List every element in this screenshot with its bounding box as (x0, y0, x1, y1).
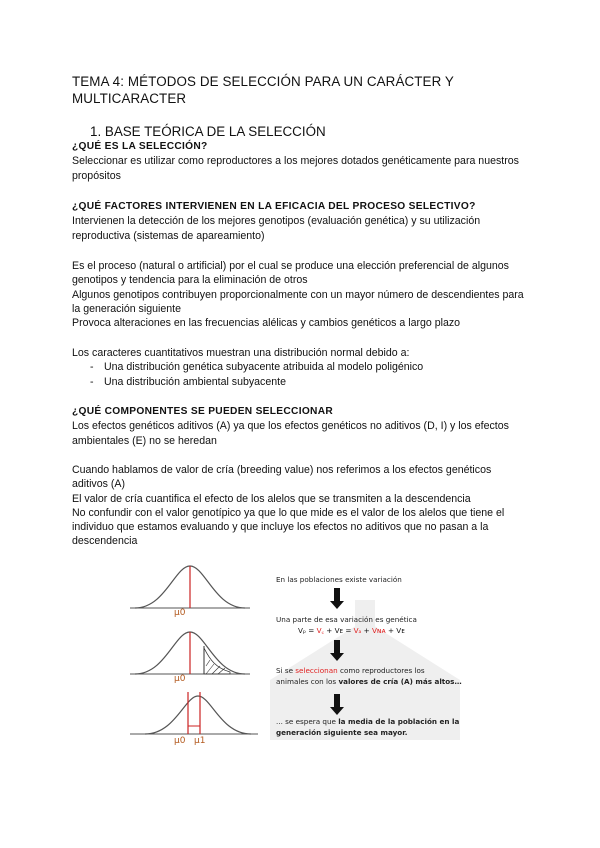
mu0-label: μ0 (174, 674, 186, 684)
section-process (72, 259, 528, 330)
question-heading: ¿QUÉ COMPONENTES SE PUEDEN SELECCIONAR (72, 406, 334, 417)
mu0-label: μ0 (174, 608, 186, 618)
document-title: TEMA 4: MÉTODOS DE SELECCIÓN PARA UN CARÁCTER Y MULTICARACTER (72, 74, 454, 106)
figure-step-3: Si se seleccionan como reproductores los (276, 666, 425, 675)
distribution-curve-3 (145, 696, 251, 734)
paragraph: El valor de cría cuantifica el efecto de los alelos que se transmiten a la descendencia (72, 492, 471, 505)
section-factors (72, 200, 528, 243)
variance-formula: Vₚ = V꜀ + Vᴇ = Vₐ + Vɴᴀ + Vᴇ (298, 626, 405, 635)
figure-step-4: ... se espera que la media de la población en la (276, 717, 460, 726)
section-breeding-value (72, 463, 528, 549)
figure-step-2: Una parte de esa variación es genética (276, 615, 417, 624)
list-item: - Una distribución genética subyacente atribuida al modelo poligénico (72, 360, 528, 374)
section-what-is-selection (72, 140, 528, 183)
normal-curves-diagram (130, 560, 270, 752)
down-arrow-icon (334, 640, 340, 654)
paragraph: Provoca alteraciones en las frecuencias alélicas y cambios genéticos a largo plazo (72, 317, 461, 330)
question-heading: ¿QUÉ FACTORES INTERVIENEN EN LA EFICACIA DEL PROCESO SELECTIVO? (72, 201, 476, 212)
paragraph: Seleccionar es utilizar como reproductores a los mejores dotados genéticamente para nuestros propósitos (72, 155, 519, 182)
list-item: - Una distribución ambiental subyacente (72, 375, 528, 389)
paragraph: Es el proceso (natural o artificial) por el cual se produce una elección preferencial de algunos genotipos y tendencia para la eliminación de otros (72, 260, 509, 287)
figure-step-3-line-2: animales con los valores de cría (A) más altos… (276, 677, 462, 686)
question-heading: ¿QUÉ ES LA SELECCIÓN? (72, 141, 208, 152)
paragraph: Los efectos genéticos aditivos (A) ya que los efectos genéticos no aditivos (D, I) y los efectos ambientales (E) no se heredan (72, 420, 509, 447)
mu1-label: μ1 (194, 736, 206, 746)
mu0-label: μ0 (174, 736, 186, 746)
paragraph: Los caracteres cuantitativos muestran una distribución normal debido a: (72, 347, 410, 359)
figure-step-4-line-2: generación siguiente sea mayor. (276, 728, 408, 737)
section-normal-distribution (72, 346, 528, 389)
selected-tail-area (204, 648, 230, 674)
down-arrow-icon (334, 694, 340, 708)
bullet-list (72, 360, 528, 389)
figure-step-1: En las poblaciones existe variación (276, 575, 402, 584)
paragraph: Intervienen la detección de los mejores genotipos (evaluación genética) y su utilización reproductiva (sistemas de apareamiento) (72, 215, 481, 242)
paragraph: Algunos genotipos contribuyen proporcionalmente con un mayor número de descendientes para la generación siguiente (72, 288, 524, 315)
selection-figure (130, 560, 470, 752)
down-arrow-icon (334, 588, 340, 602)
section-heading: 1. BASE TEÓRICA DE LA SELECCIÓN (90, 124, 326, 139)
paragraph: No confundir con el valor genotípico ya que lo que mide es el valor de los alelos que tiene el individuo que estamos evaluando y que incluye los efectos no aditivos que no pasan a la descendencia (72, 506, 505, 548)
selected-tail-hatching (206, 660, 225, 674)
paragraph: Cuando hablamos de valor de cría (breeding value) nos referimos a los efectos genéticos aditivos (A) (72, 464, 492, 491)
section-components (72, 405, 528, 448)
